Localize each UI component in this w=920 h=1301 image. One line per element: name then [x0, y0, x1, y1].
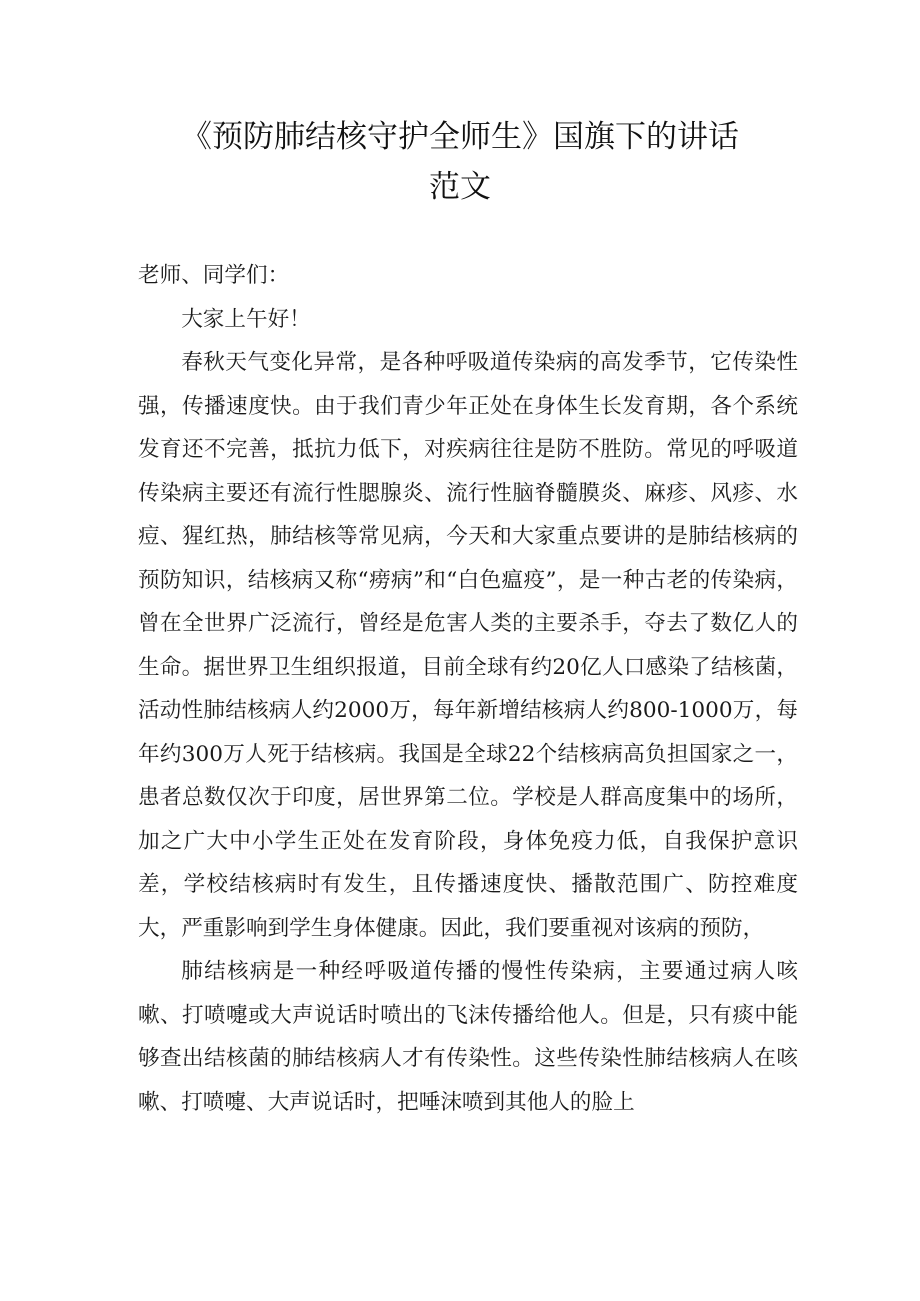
title-line-1: 《预防肺结核守护全师生》国旗下的讲话	[181, 119, 739, 155]
salutation: 老师、同学们：	[138, 263, 290, 288]
paragraph-greeting: 大家上午好！	[181, 306, 311, 332]
paragraph-intro: 春秋天气变化异常，是各种呼吸道传染病的高发季节，它传染性强，传播速度快。由于我们青少年正处在身体生长发育期，各个系统发育还不完善，抵抗力低下，对疾病往往是防不胜防。常见的呼吸道传染病主要还有流行性腮腺炎、流行性脑脊髓膜炎、麻疹、风疹、水痘、猩红热，肺结核等常见病，今天和大家重点要讲的是肺结核病的预防知识，结核病又称“痨病”和“白色瘟疫”，是一种古老的传染病，曾在全世界广泛流行，曾经是危害人类的主要杀手，夺去了数亿人的生命。据世界卫生组织报道，目前全球有约20亿人口感染了结核菌，活动性肺结核病人约2000万，每年新增结核病人约800-1000万，每年约300万人死于结核病。我国是全球22个结核病高负担国家之一，患者总数仅次于印度，居世界第二位。学校是人群高度集中的场所，加之广大中小学生正处在发育阶段，身体免疫力低，自我保护意识差，学校结核病时有发生，且传播速度快、播散范围广、防控难度大，严重影响到学生身体健康。因此，我们要重视对该病的预防，	[138, 350, 798, 941]
title-line-2: 范文	[429, 169, 491, 205]
paragraph-transmission: 肺结核病是一种经呼吸道传播的慢性传染病，主要通过病人咳嗽、打喷嚏或大声说话时喷出的飞沫传播给他人。但是，只有痰中能够查出结核菌的肺结核病人才有传染性。这些传染性肺结核病人在咳嗽、打喷嚏、大声说话时，把唾沫喷到其他人的脸上	[138, 959, 798, 1115]
document-body	[138, 254, 798, 1124]
document-title	[0, 112, 920, 212]
